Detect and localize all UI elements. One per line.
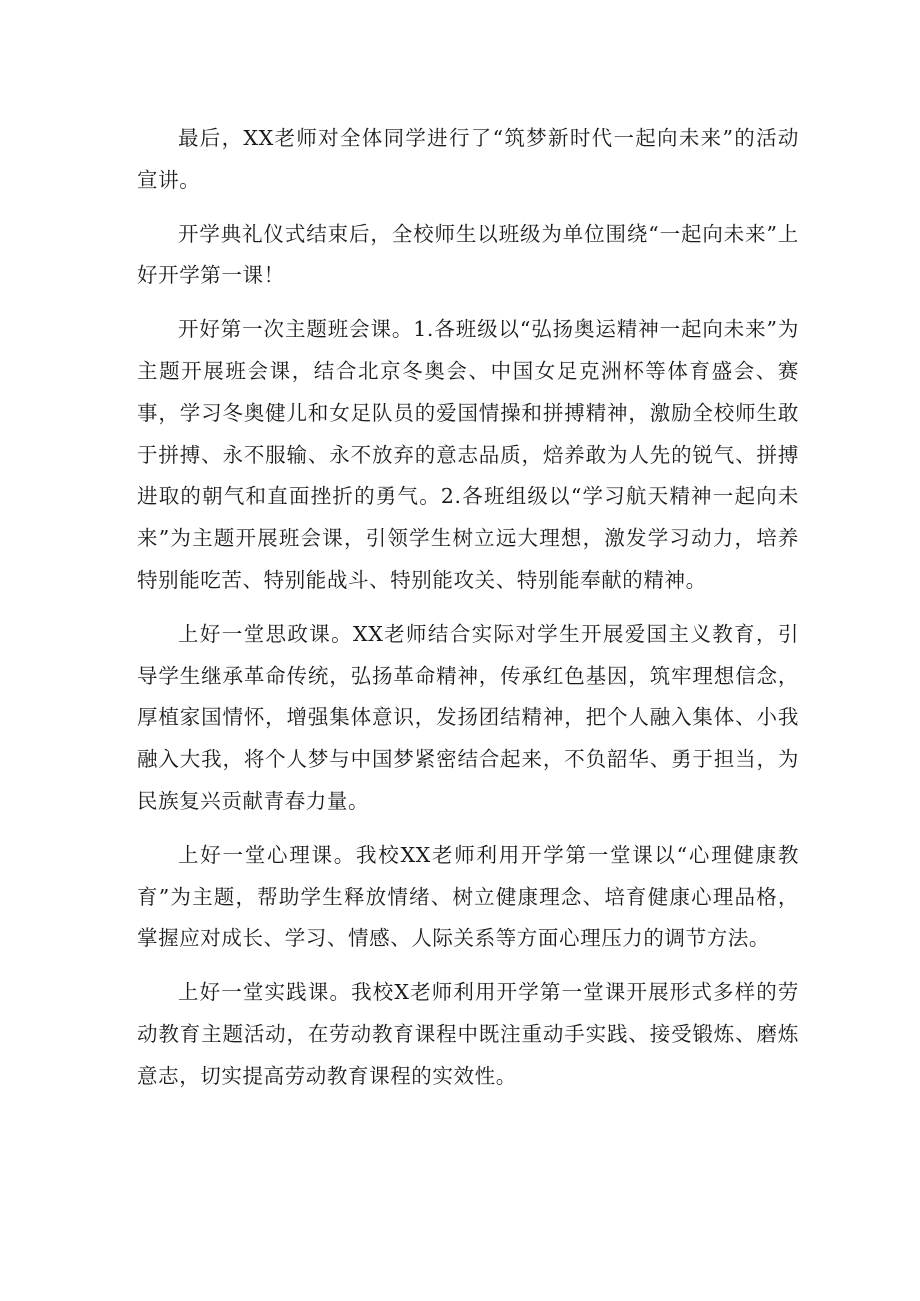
paragraph-ideology-lesson: 上好一堂思政课。XX老师结合实际对学生开展爱国主义教育，引导学生继承革命传统，弘扬革命精神，传承红色基因，筑牢理想信念，厚植家国情怀，增强集体意识，发扬团结精神，把个人融入集体、小我融入大我，将个人梦与中国梦紧密结合起来，不负韶华、勇于担当，为民族复兴贡献青春力量。 [137,621,799,813]
paragraph-psychology-lesson: 上好一堂心理课。我校XX老师利用开学第一堂课以“心理健康教育”为主题，帮助学生释放情绪、树立健康理念、培育健康心理品格，掌握应对成长、学习、情感、人际关系等方面心理压力的调节方法。 [137,842,799,951]
paragraph-first-lesson-intro: 开学典礼仪式结束后，全校师生以班级为单位围绕“一起向未来”上好开学第一课！ [137,221,799,288]
paragraph-practice-lesson: 上好一堂实践课。我校X老师利用开学第一堂课开展形式多样的劳动教育主题活动，在劳动教育课程中既注重动手实践、接受锻炼、磨炼意志，切实提高劳动教育课程的实效性。 [137,980,799,1088]
paragraph-class-meeting: 开好第一次主题班会课。1.各班级以“弘扬奥运精神一起向未来”为主题开展班会课，结合北京冬奥会、中国女足克洲杯等体育盛会、赛事，学习冬奥健儿和女足队员的爱国情操和拼搏精神，激励全校师生敢于拼搏、永不服输、永不放弃的意志品质，焙养敢为人先的锐气、拼搏进取的朝气和直面挫折的勇气。2.各班组级以“学习航天精神一起向未来”为主题开展班会课，引领学生树立远大理想，激发学习动力，培养特别能吃苦、特别能战斗、特别能攻关、特别能奉献的精神。 [137,317,799,592]
document-body [137,118,799,1098]
paragraph-closing-speech: 最后，XX老师对全体同学进行了“筑梦新时代一起向未来”的活动宣讲。 [137,126,799,192]
